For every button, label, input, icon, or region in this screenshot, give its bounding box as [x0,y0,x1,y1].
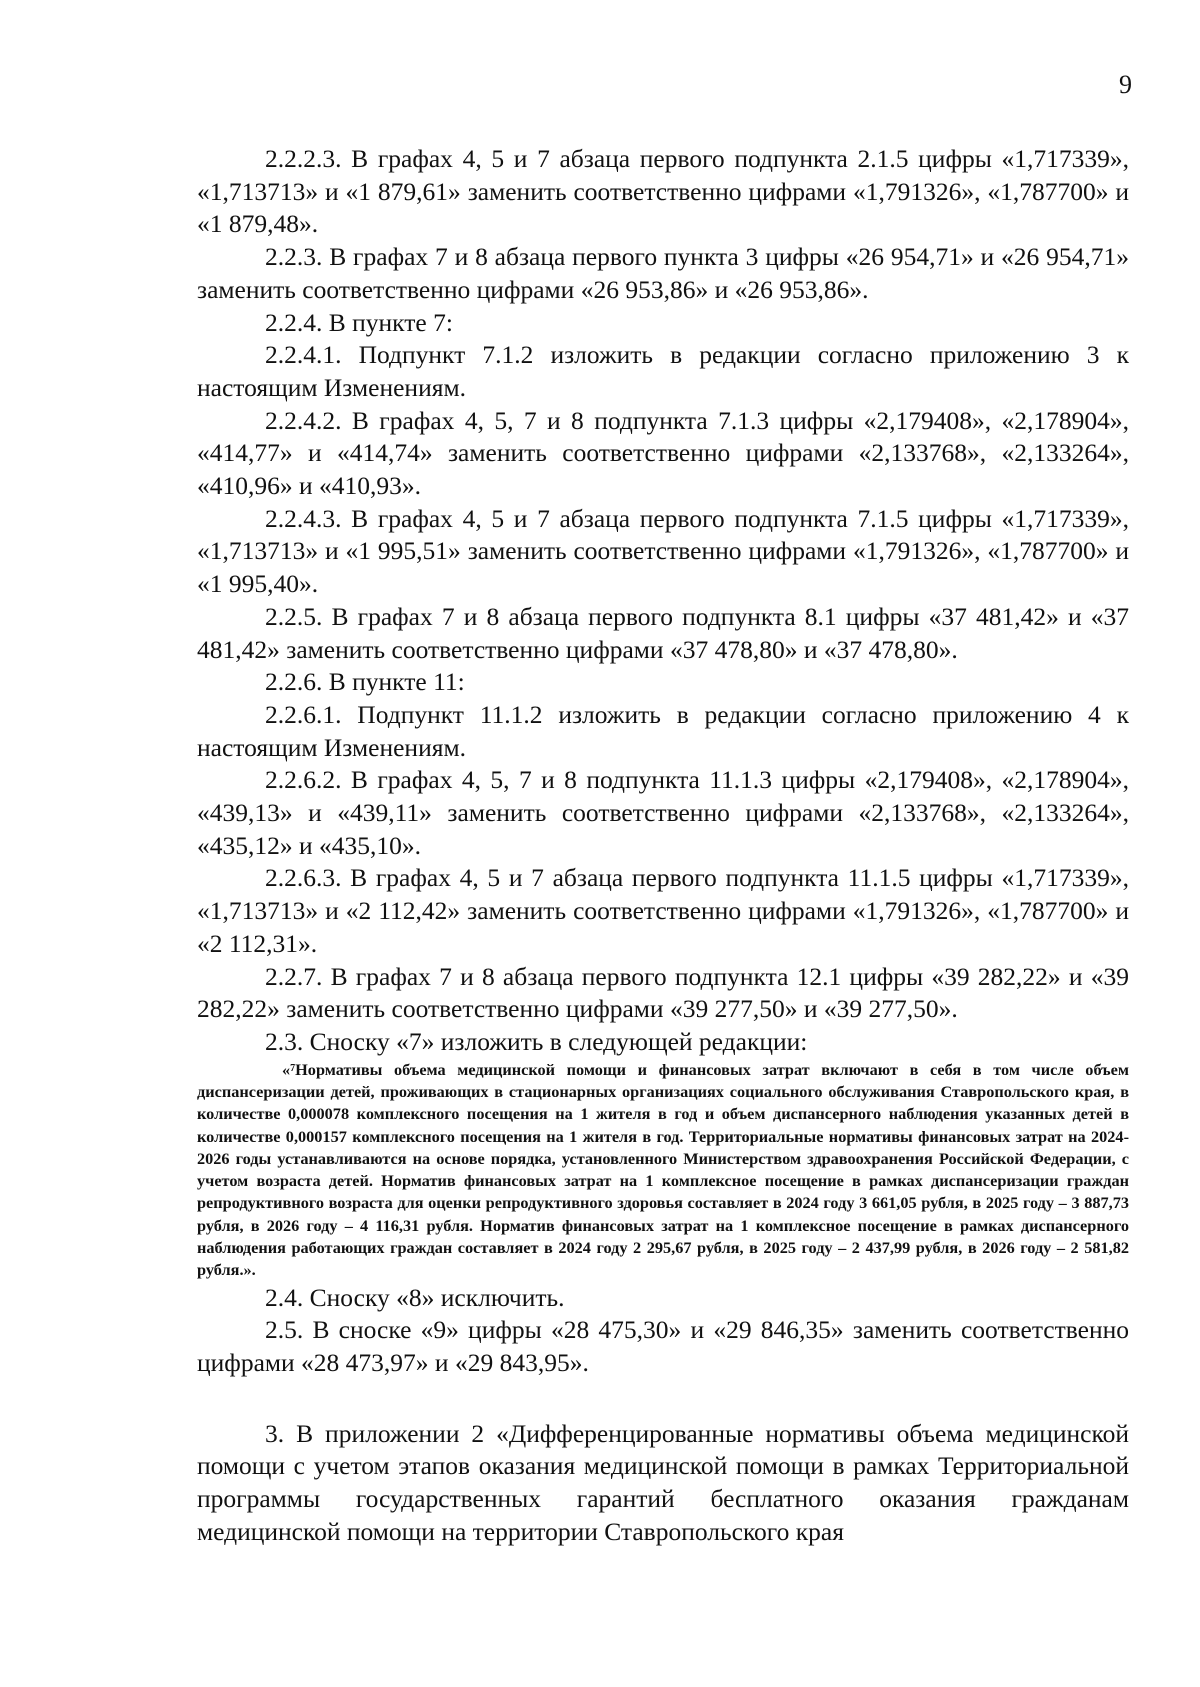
section-gap [197,1380,1129,1418]
paragraph-2-2-4: 2.2.4. В пункте 7: [265,307,453,337]
footnote-open-quote: « [282,1059,291,1079]
document-body [197,143,1129,1549]
paragraph-2-2-4-1: 2.2.4.1. Подпункт 7.1.2 изложить в редакции согласно приложению 3 к настоящим Изменениям. [197,340,1129,402]
paragraph-2-2-6: 2.2.6. В пункте 11: [265,667,465,697]
paragraph-2-4: 2.4. Сноску «8» исключить. [265,1282,565,1312]
paragraph-2-2-4-2: 2.2.4.2. В графах 4, 5, 7 и 8 подпункта 7.1.3 цифры «2,179408», «2,178904», «414,77» и «414,74» заменить соответственно цифрами «2,133768», «2,133264», «410,96» и «410,93». [197,405,1129,501]
footnote-7-text [197,1059,1129,1282]
paragraph-2-2-6-3: 2.2.6.3. В графах 4, 5 и 7 абзаца первого подпункта 11.1.5 цифры «1,717339», «1,713713» и «2 112,42» заменить соответственно цифрами «1,791326», «1,787700» и «2 112,31». [197,863,1129,958]
footnote-body: Нормативы объема медицинской помощи и финансовых затрат включают в себя в том числе объем диспансеризации детей, проживающих в стационарных организациях социального обслуживания Ставропольского края, в количестве 0,000078 комплексного посещения на 1 жителя в год и объем диспансерного наблюдения указанных детей в количестве 0,000157 комплексного посещения на 1 жителя в год. Территориальные нормативы финансовых затрат на 2024-2026 годы устанавливаются на основе порядка, установленного Министерством здравоохранения Российской Федерации, с учетом возраста детей. Норматив финансовых затрат на 1 комплексное посещение в рамках диспансеризации граждан репродуктивного возраста для оценки репродуктивного здоровья составляет в 2024 году 3 661,05 рубля, в 2025 году – 3 887,73 рубля, в 2026 году – 4 116,31 рубля. Норматив финансовых затрат на 1 комплексное посещение в рамках диспансерного наблюдения работающих граждан составляет в 2024 году 2 295,67 рубля, в 2025 году – 2 437,99 рубля, в 2026 году – 2 581,82 рубля.». [197,1059,1129,1280]
paragraph-2-2-6-2: 2.2.6.2. В графах 4, 5, 7 и 8 подпункта 11.1.3 цифры «2,179408», «2,178904», «439,13» и «439,11» заменить соответственно цифрами «2,133768», «2,133264», «435,12» и «435,10». [197,765,1129,860]
paragraph-2-2-5: 2.2.5. В графах 7 и 8 абзаца первого подпункта 8.1 цифры «37 481,42» и «37 481,42» заменить соответственно цифрами «37 478,80» и «37 478,80». [197,601,1129,664]
paragraph-2-2-4-3: 2.2.4.3. В графах 4, 5 и 7 абзаца первого подпункта 7.1.5 цифры «1,717339», «1,713713» и «1 995,51» заменить соответственно цифрами «1,791326», «1,787700» и «1 995,40». [197,503,1129,599]
paragraph-2-2-2-3: 2.2.2.3. В графах 4, 5 и 7 абзаца первого подпункта 2.1.5 цифры «1,717339», «1,713713» и «1 879,61» заменить соответственно цифрами «1,791326», «1,787700» и «1 879,48». [197,144,1129,239]
paragraph-2-2-6-1: 2.2.6.1. Подпункт 11.1.2 изложить в редакции согласно приложению 4 к настоящим Изменениям. [197,699,1129,762]
paragraph-2-2-7: 2.2.7. В графах 7 и 8 абзаца первого подпункта 12.1 цифры «39 282,22» и «39 282,22» заменить соответственно цифрами «39 277,50» и «39 277,50». [197,961,1129,1024]
footnote-marker: 7 [290,1062,296,1074]
page-number: 9 [1119,70,1132,99]
paragraph-2-2-3: 2.2.3. В графах 7 и 8 абзаца первого пункта 3 цифры «26 954,71» и «26 954,71» заменить соответственно цифрами «26 953,86» и «26 953,86». [197,242,1129,304]
paragraph-2-5: 2.5. В сноске «9» цифры «28 475,30» и «29 846,35» заменить соответственно цифрами «28 473,97» и «29 843,95». [197,1315,1129,1378]
paragraph-section-3: 3. В приложении 2 «Дифференцированные нормативы объема медицинской помощи с учетом этапов оказания медицинской помощи в рамках Территориальной программы государственных гарантий бесплатного оказания гражданам медицинской помощи на территории Ставропольского края [197,1418,1129,1546]
paragraph-2-3: 2.3. Сноску «7» изложить в следующей редакции: [265,1026,808,1056]
